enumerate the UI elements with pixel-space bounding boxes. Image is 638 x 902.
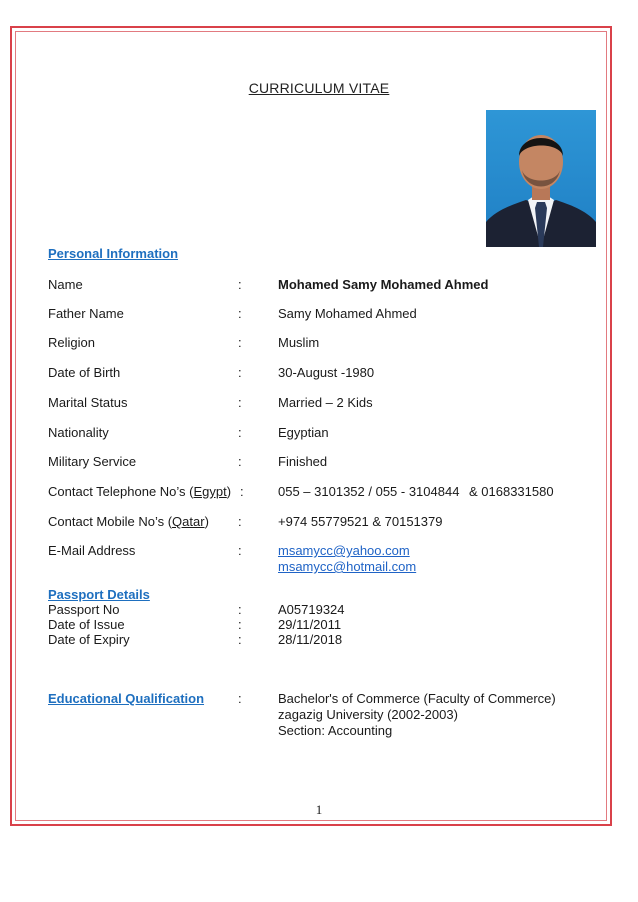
date-of-expiry-colon: : — [238, 632, 242, 647]
education-section: Section: Accounting — [278, 723, 393, 738]
document-title: CURRICULUM VITAE — [248, 80, 390, 96]
telephone-value-extra: & 0168331580 — [469, 484, 554, 499]
telephone-label — [48, 484, 231, 499]
telephone-label-prefix: Contact Telephone No’s ( — [48, 484, 194, 499]
name-label: Name — [48, 277, 83, 292]
nationality-label: Nationality — [48, 425, 109, 440]
military-service-colon: : — [238, 454, 242, 469]
date-of-issue-colon: : — [238, 617, 242, 632]
date-of-expiry-row — [48, 632, 608, 650]
telephone-label-suffix: ) — [226, 484, 232, 499]
mobile-row — [48, 514, 608, 532]
telephone-value: 055 – 3101352 / 055 - 3104844 — [278, 484, 460, 499]
dob-value: 30-August -1980 — [278, 365, 375, 380]
mobile-label — [48, 514, 209, 529]
email-colon: : — [238, 543, 242, 558]
page-number: 1 — [315, 802, 323, 817]
religion-colon: : — [238, 335, 242, 350]
education-section-row — [48, 723, 608, 741]
name-colon: : — [238, 277, 242, 292]
telephone-colon: : — [240, 484, 244, 499]
mobile-label-prefix: Contact Mobile No’s ( — [48, 514, 173, 529]
father-name-colon: : — [238, 306, 242, 321]
education-colon: : — [238, 691, 242, 706]
passport-number-value: A05719324 — [278, 602, 345, 617]
portrait-image — [486, 110, 596, 247]
passport-number-colon: : — [238, 602, 242, 617]
passport-number-label: Passport No — [48, 602, 120, 617]
education-heading: Educational Qualification — [48, 691, 205, 706]
email-yahoo-link[interactable]: msamycc@yahoo.com — [278, 543, 410, 558]
dob-colon: : — [238, 365, 242, 380]
marital-status-value: Married – 2 Kids — [278, 395, 373, 410]
email-row-2 — [48, 559, 608, 577]
telephone-row — [48, 484, 608, 502]
marital-status-row — [48, 395, 608, 413]
marital-status-label: Marital Status — [48, 395, 128, 410]
mobile-label-country: Qatar — [172, 514, 205, 529]
nationality-value: Egyptian — [278, 425, 329, 440]
marital-status-colon: : — [238, 395, 242, 410]
mobile-colon: : — [238, 514, 242, 529]
email-hotmail-link[interactable]: msamycc@hotmail.com — [278, 559, 417, 574]
religion-value: Muslim — [278, 335, 320, 350]
father-name-label: Father Name — [48, 306, 124, 321]
education-university: zagazig University (2002-2003) — [278, 707, 458, 722]
military-service-row — [48, 454, 608, 472]
date-of-expiry-label: Date of Expiry — [48, 632, 130, 647]
date-of-issue-label: Date of Issue — [48, 617, 125, 632]
religion-row — [48, 335, 608, 353]
dob-label: Date of Birth — [48, 365, 121, 380]
nationality-colon: : — [238, 425, 242, 440]
education-degree: Bachelor's of Commerce (Faculty of Commerce) — [278, 691, 556, 706]
father-name-value: Samy Mohamed Ahmed — [278, 306, 417, 321]
military-service-label: Military Service — [48, 454, 137, 469]
dob-row — [48, 365, 608, 383]
military-service-value: Finished — [278, 454, 328, 469]
personal-information-heading: Personal Information — [48, 246, 179, 261]
profile-photo — [486, 110, 596, 247]
name-row — [48, 277, 608, 295]
mobile-value: +974 55779521 & 70151379 — [278, 514, 443, 529]
passport-details-heading: Passport Details — [48, 587, 150, 602]
nationality-row — [48, 425, 608, 443]
date-of-expiry-value: 28/11/2018 — [278, 632, 343, 647]
name-value: Mohamed Samy Mohamed Ahmed — [278, 277, 489, 292]
date-of-issue-value: 29/11/2011 — [278, 617, 342, 632]
mobile-label-suffix: ) — [204, 514, 209, 529]
father-name-row — [48, 306, 608, 324]
email-label: E-Mail Address — [48, 543, 136, 558]
telephone-label-country: Egypt — [193, 484, 227, 499]
religion-label: Religion — [48, 335, 95, 350]
